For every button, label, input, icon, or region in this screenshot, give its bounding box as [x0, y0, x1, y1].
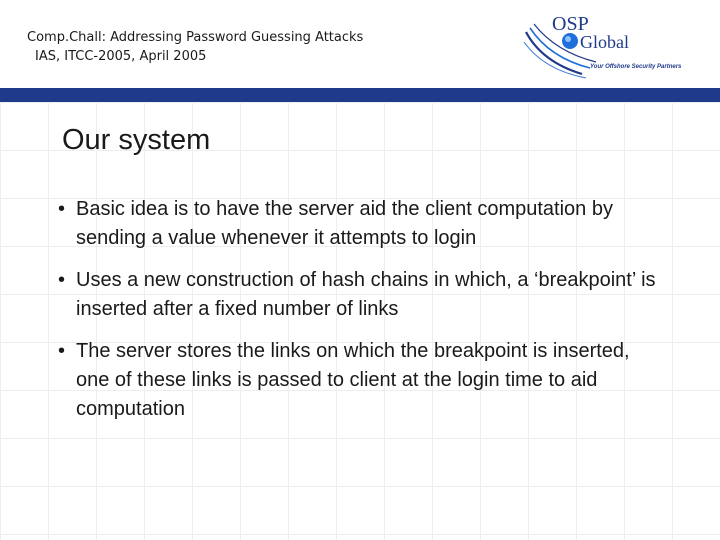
bullet-glyph: • — [58, 340, 66, 362]
bullet-text: The server stores the links on which the breakpoint is inserted, one of these links is passed to client at the login time to aid computation — [76, 340, 630, 420]
bullet-item — [58, 337, 658, 424]
bullet-glyph: • — [58, 269, 66, 291]
slide-title: Our system — [62, 124, 211, 156]
header-line-1: Comp.Chall: Addressing Password Guessing Attacks — [27, 30, 364, 45]
bullet-list — [58, 195, 658, 437]
bullet-item — [58, 195, 658, 253]
logo-brand-top: OSP — [552, 13, 589, 35]
bullet-glyph: • — [58, 198, 66, 220]
header-band — [0, 88, 720, 102]
bullet-item — [58, 266, 658, 324]
osp-global-logo — [520, 10, 690, 82]
bullet-text: Basic idea is to have the server aid the client computation by sending a value whenever it attempts to login — [76, 198, 613, 249]
logo-brand-bottom: Global — [580, 32, 629, 52]
slide-header — [27, 28, 363, 66]
header-line-2: IAS, ITCC-2005, April 2005 — [35, 49, 207, 64]
logo-tagline: Your Offshore Security Partners — [590, 64, 682, 70]
bullet-text: Uses a new construction of hash chains in which, a ‘breakpoint’ is inserted after a fixed number of links — [76, 269, 656, 320]
